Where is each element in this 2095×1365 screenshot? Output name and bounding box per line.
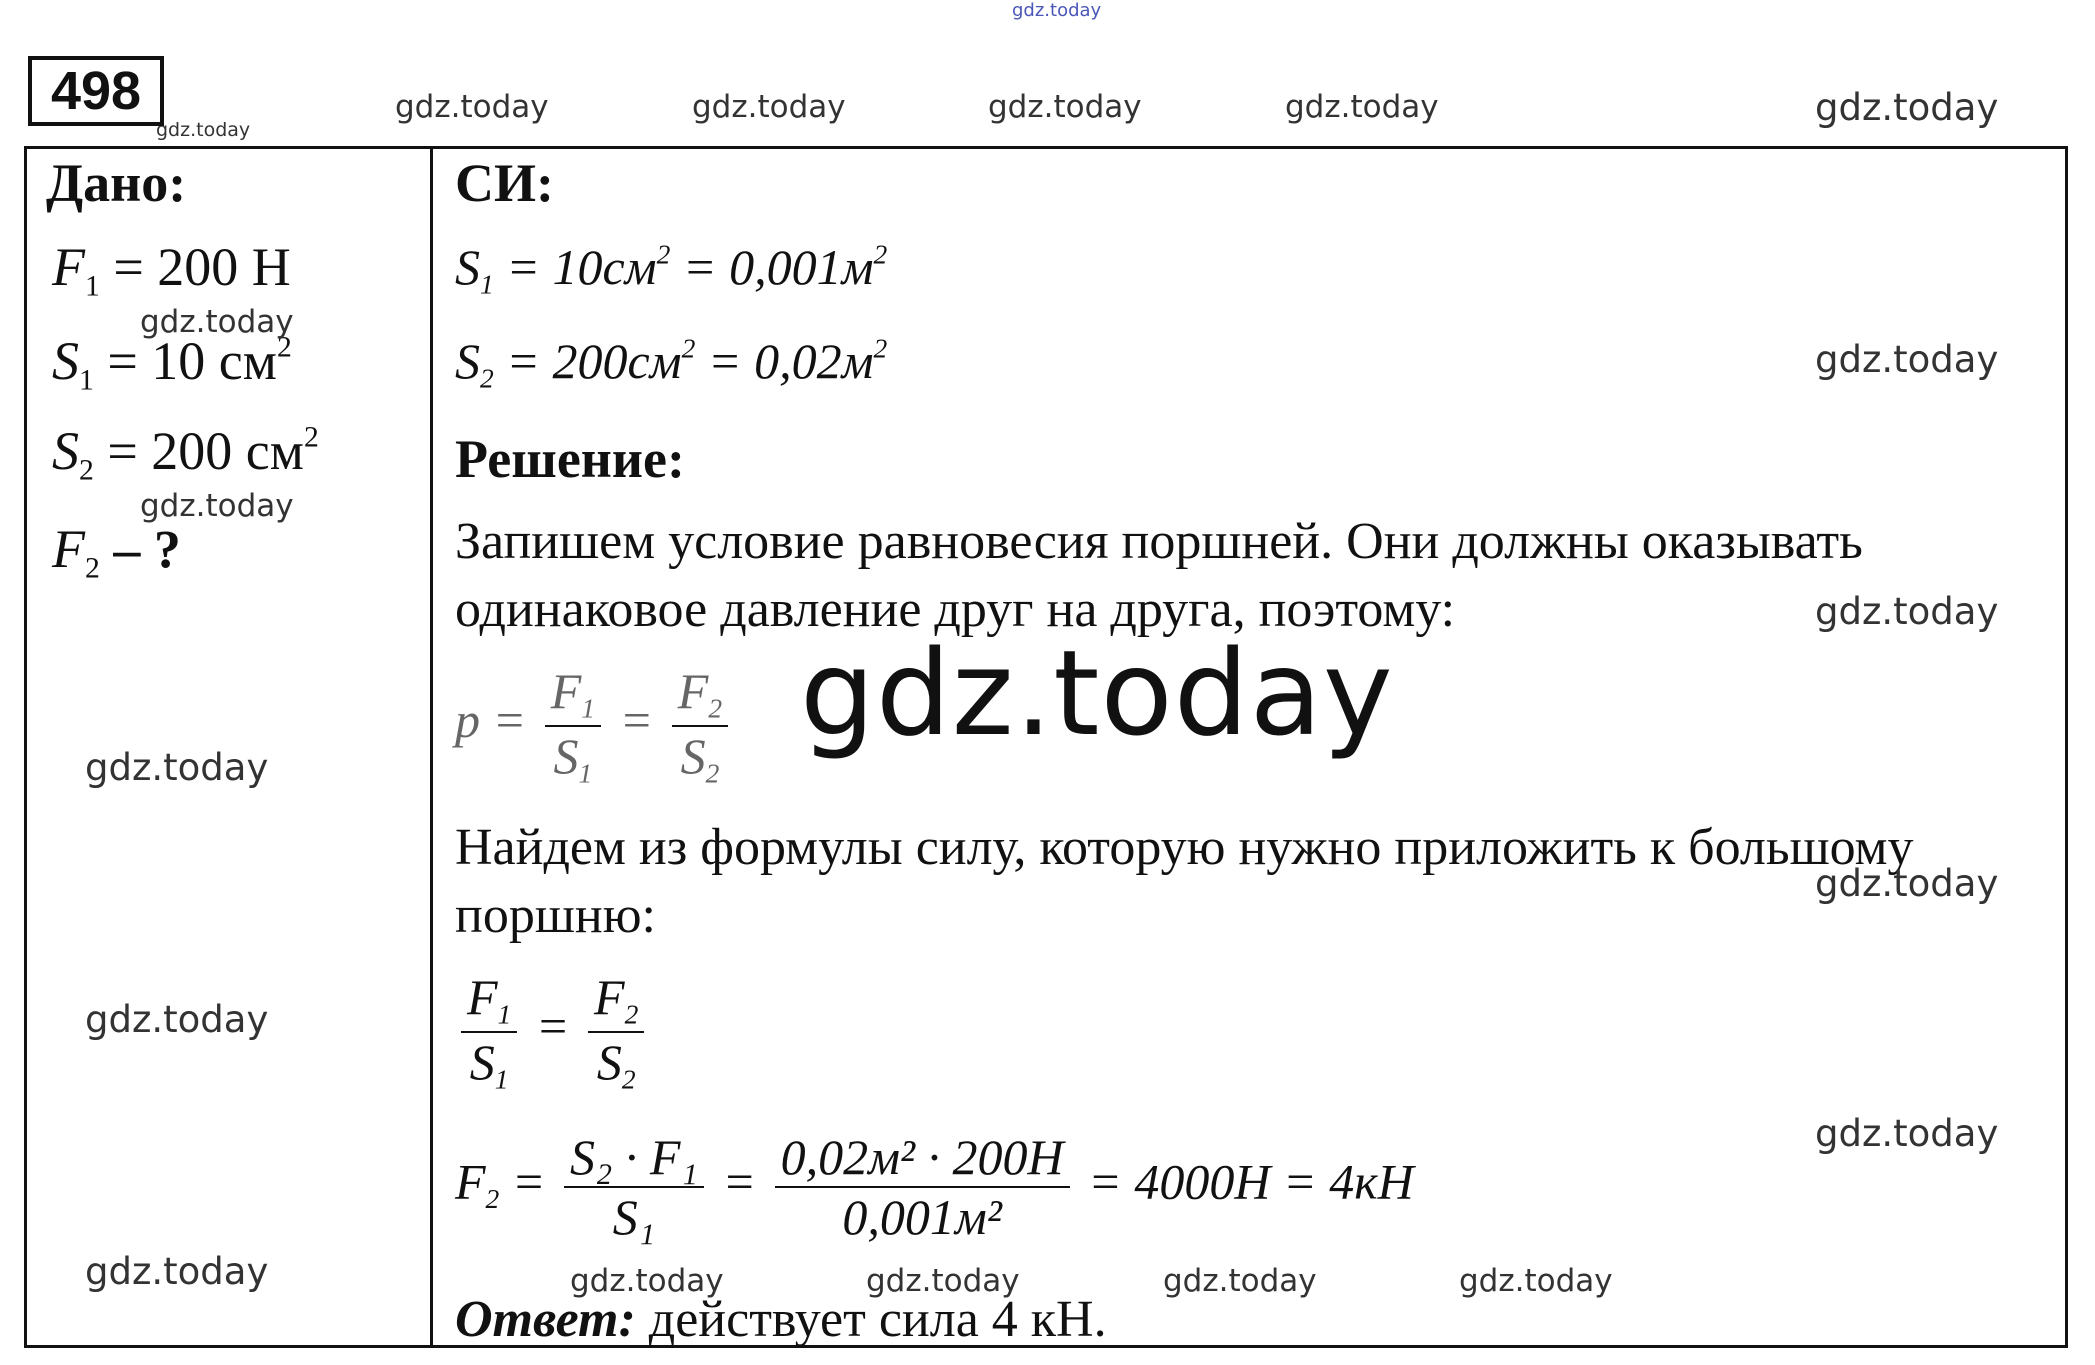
- equation-force-ratio: $\frac{F_1}{S_1}$ = $\frac{F_2}{S_2}$: [455, 968, 650, 1095]
- eq3-frac2-numerator: 0,02м² · 200Н: [775, 1128, 1070, 1188]
- eq1-fraction-2: [672, 662, 728, 789]
- eq1-fraction-1: [545, 662, 601, 789]
- eq3-fraction-1: [564, 1128, 704, 1246]
- watermark-bottom-3: gdz.today: [1163, 1263, 1317, 1299]
- eq2-fraction-1: [461, 968, 517, 1095]
- given-sub: 2: [85, 552, 100, 585]
- watermark-header-4: gdz.today: [1285, 89, 1439, 125]
- answer-line: [455, 1290, 1107, 1349]
- answer-text: действует сила 4 кН.: [635, 1291, 1107, 1348]
- si-heading: СИ:: [455, 153, 554, 213]
- eq2-num-sub: 2: [624, 998, 639, 1030]
- eq3-lhs-var: F: [455, 1153, 486, 1210]
- given-var: F: [52, 519, 85, 579]
- eq1-den-sub: 1: [578, 757, 593, 789]
- eq3-lhs-sub: 2: [485, 1183, 500, 1215]
- eq3-fraction-2: [775, 1128, 1070, 1246]
- si-line-s2: [455, 332, 887, 395]
- given-line-s2: [52, 420, 319, 487]
- answer-label: Ответ:: [455, 1291, 636, 1348]
- si-sub: 1: [480, 268, 494, 300]
- eq2-num-var: F: [594, 969, 625, 1025]
- eq1-num-sub: 2: [708, 692, 723, 724]
- eq2-den-var: S: [596, 1033, 622, 1090]
- watermark-small-under-number: gdz.today: [156, 119, 251, 141]
- eq2-den-sub: 2: [621, 1063, 636, 1095]
- watermark-header-1: gdz.today: [395, 89, 549, 125]
- eq1-den-sub: 2: [705, 757, 720, 789]
- eq3-frac1-denominator: S₁: [612, 1189, 656, 1245]
- given-value: = 200 см: [93, 421, 304, 481]
- watermark-bottom-2: gdz.today: [866, 1263, 1020, 1299]
- given-value: – ?: [99, 519, 181, 579]
- eq2-den-sub: 1: [494, 1063, 509, 1095]
- given-line-s1: [52, 330, 292, 397]
- eq1-lhs: p: [455, 692, 480, 749]
- watermark-right-2: gdz.today: [1815, 590, 1999, 633]
- watermark-large-center: gdz.today: [800, 624, 1394, 762]
- eq3-result: = 4000Н = 4кН: [1075, 1153, 1414, 1210]
- si-var: S: [455, 239, 480, 295]
- eq1-num-sub: 1: [581, 692, 596, 724]
- column-divider: [430, 146, 433, 1348]
- watermark-header-3: gdz.today: [988, 89, 1142, 125]
- given-value: = 10 см: [93, 331, 277, 391]
- given-sup: 2: [303, 421, 319, 454]
- si-line-s1: [455, 238, 887, 301]
- eq1-num-var: F: [677, 663, 709, 719]
- eq3-frac1-numerator: S₂ · F₁: [564, 1128, 704, 1188]
- given-line-f2-unknown: [52, 518, 181, 585]
- given-line-f1: [52, 236, 291, 303]
- given-sub: 1: [79, 364, 94, 397]
- eq2-fraction-2: [588, 968, 644, 1095]
- eq1-num-var: F: [550, 663, 582, 719]
- given-sub: 1: [85, 270, 100, 303]
- given-var: S: [52, 421, 79, 481]
- watermark-right-4: gdz.today: [1815, 1112, 1999, 1155]
- watermark-right-3: gdz.today: [1815, 862, 1999, 905]
- eq3-frac2-denominator: 0,001м²: [842, 1189, 1002, 1245]
- eq2-num-sub: 1: [497, 998, 512, 1030]
- problem-number: 498: [28, 56, 164, 126]
- si-sup-b: 2: [873, 332, 888, 364]
- given-var: F: [52, 237, 85, 297]
- si-var: S: [455, 333, 480, 389]
- si-sup-a: 2: [681, 332, 696, 364]
- given-sup: 2: [276, 331, 292, 364]
- eq2-den-var: S: [469, 1033, 495, 1090]
- watermark-given-2: gdz.today: [140, 488, 294, 524]
- watermark-right-1: gdz.today: [1815, 338, 1999, 381]
- si-sup-a: 2: [656, 238, 671, 270]
- given-var: S: [52, 331, 79, 391]
- si-sup-b: 2: [873, 238, 888, 270]
- si-value-b: = 0,001м: [670, 239, 874, 295]
- watermark-header-right: gdz.today: [1815, 86, 1999, 129]
- si-value-a: = 10см: [493, 239, 657, 295]
- watermark-bottom-4: gdz.today: [1459, 1263, 1613, 1299]
- given-value: = 200 Н: [99, 237, 291, 297]
- si-value-a: = 200см: [493, 333, 682, 389]
- si-sub: 2: [480, 362, 494, 394]
- watermark-given-1: gdz.today: [140, 304, 294, 340]
- solution-paragraph-1: Запишем условие равновесия поршней. Они должны оказывать одинаковое давление друг на друга, поэтому:: [455, 513, 1863, 638]
- equation-pressure-balance: p = $\frac{F_1}{S_1}$ = $\frac{F_2}{S_2}$: [455, 662, 734, 789]
- watermark-bottom-1: gdz.today: [570, 1263, 724, 1299]
- equation-force-result: $F_2$ = $\frac{\text{S₂ · F₁}}{\text{S₁}}$ = $\frac{\text{0,02м² · 200Н}}{\text{0,001м²}}$ = 4000Н = 4кН: [455, 1129, 1414, 1245]
- eq2-num-var: F: [467, 969, 498, 1025]
- given-sub: 2: [79, 454, 94, 487]
- watermark-left-1: gdz.today: [85, 746, 269, 789]
- solution-heading: Решение:: [455, 429, 685, 489]
- watermark-header-2: gdz.today: [692, 89, 846, 125]
- watermark-left-2: gdz.today: [85, 998, 269, 1041]
- eq1-den-var: S: [680, 727, 706, 784]
- watermark-left-3: gdz.today: [85, 1250, 269, 1293]
- given-heading: Дано:: [46, 153, 187, 213]
- eq1-den-var: S: [553, 727, 579, 784]
- solution-paragraph-2: Найдем из формулы силу, которую нужно приложить к большому поршню:: [455, 819, 1914, 944]
- watermark-top: gdz.today: [1012, 0, 1102, 21]
- si-value-b: = 0,02м: [695, 333, 874, 389]
